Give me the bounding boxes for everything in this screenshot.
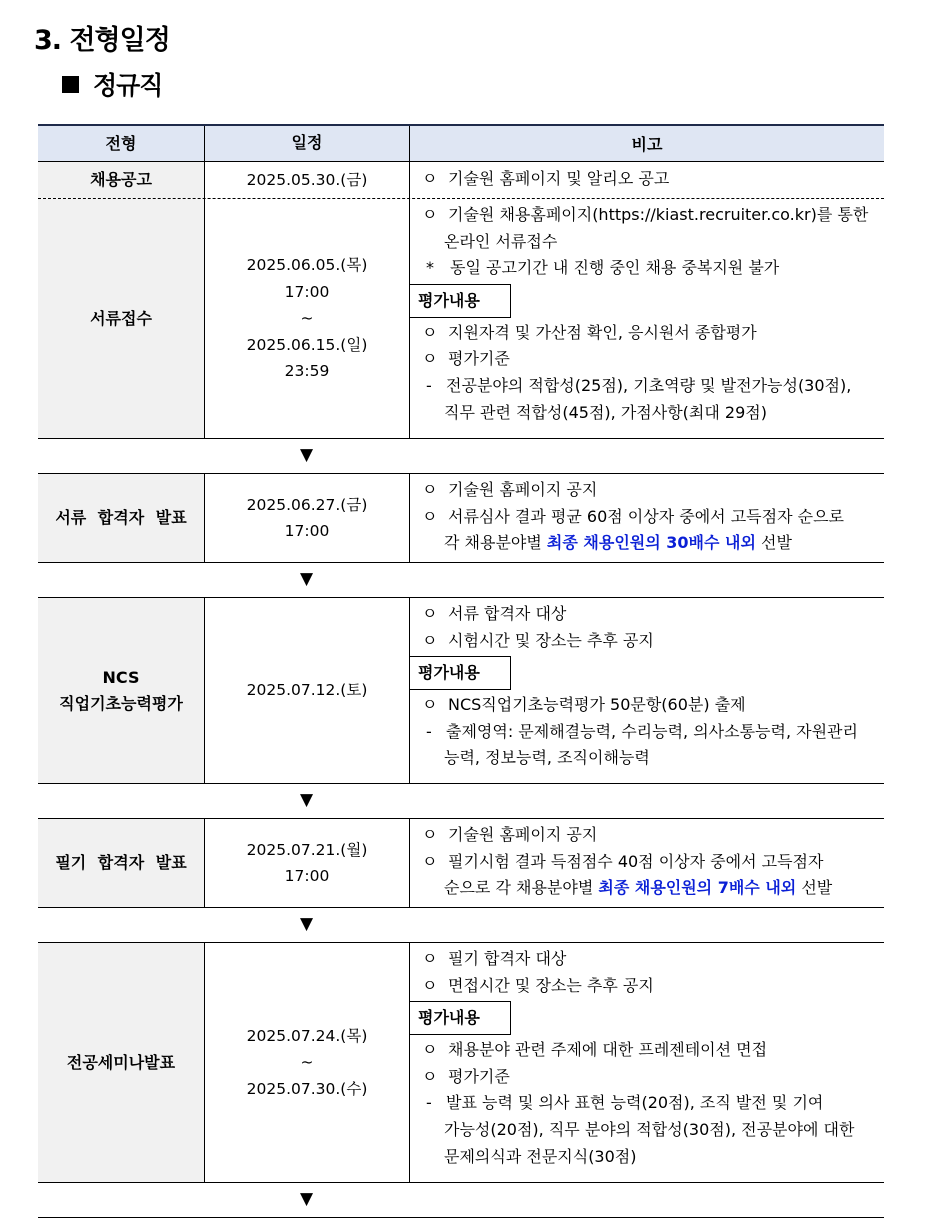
table-row	[38, 474, 884, 563]
section-heading: 3. 전형일정	[34, 25, 170, 56]
stage-cell: NCS 직업기초능력평가	[38, 598, 205, 783]
notes-cell: ㅇ 기술원 홈페이지 공지 ㅇ 필기시험 결과 득점점수 40점 이상자 중에서 고득점자 순으로 각 채용분야별 최종 채용인원의 7배수 내외 선발	[410, 819, 884, 907]
date-line: 2025.05.30.(금)	[246, 170, 368, 189]
table-row	[38, 943, 884, 1183]
table-row	[38, 598, 884, 784]
note-item: ㅇ 평가기준	[422, 1066, 510, 1086]
down-arrow-icon: ▼	[300, 914, 314, 934]
date-cell: 2025.07.21.(월) 17:00	[205, 819, 410, 907]
note-item: ㅇ 시험시간 및 장소는 추후 공지	[422, 630, 654, 650]
note-item: ㅇ 필기 합격자 대상	[422, 949, 567, 968]
eval-label-box: 평가내용	[410, 656, 511, 690]
highlight-text: 최종 채용인원의 30배수 내외	[546, 533, 756, 553]
down-arrow-icon: ▼	[300, 1189, 314, 1209]
notes-cell: ㅇ 서류 합격자 대상 ㅇ 시험시간 및 장소는 추후 공지 평가내용 ㅇ NCS직업기초능력평가 50문항(60분) 출제 - 출제영역: 문제해결능력, 수리능력, 의사소통능력, 자원관리 능력, 정보능력, 조직이해능력	[410, 598, 884, 783]
flow-arrow	[38, 784, 884, 819]
stage-cell: 서류접수	[38, 199, 205, 438]
col-header-date: 일정	[205, 126, 410, 161]
notes-cell: ㅇ 기술원 홈페이지 공지 ㅇ 서류심사 결과 평균 60점 이상자 중에서 고득점자 순으로 각 채용분야별 최종 채용인원의 30배수 내외 선발	[410, 474, 884, 562]
notes-cell	[410, 162, 884, 198]
notes-cell: ㅇ 필기 합격자 대상 ㅇ 면접시간 및 장소는 추후 공지 평가내용 ㅇ 채용분야 관련 주제에 대한 프레젠테이션 면접 ㅇ 평가기준 - 발표 능력 및 의사 표현 능력(20점), 조직 발전 및 기여 가능성(20점), 직무 분야의 적합성(30점), 전공분야에 대한 문제의식과 전문지식(30점)	[410, 943, 884, 1182]
subsection-title: 정규직	[93, 71, 163, 100]
note-item: ㅇ 지원자격 및 가산점 확인, 응시원서 종합평가	[422, 322, 757, 342]
notes-cell: ㅇ 기술원 채용홈페이지(https://kiast.recruiter.co.kr)를 통한 온라인 서류접수 * 동일 공고기간 내 진행 중인 채용 중복지원 불가 평가내용 ㅇ 지원자격 및 가산점 확인, 응시원서 종합평가 ㅇ 평가기준 - 전공분야의 적합성(25점), 기초역량 및 발전가능성(30점), 직무 관련 적합성(45점), 가점사항(최대 29점)	[410, 199, 884, 438]
stage-cell: 서류 합격자 발표	[38, 474, 205, 562]
date-cell: 2025.07.12.(토)	[205, 598, 410, 783]
eval-label-box: 평가내용	[410, 1001, 511, 1035]
flow-arrow	[38, 1183, 884, 1218]
square-bullet-icon	[62, 76, 79, 93]
note-item: - 전공분야의 적합성(25점), 기초역량 및 발전가능성(30점),	[426, 375, 852, 395]
note-item: ㅇ 평가기준	[422, 349, 510, 369]
note-item: ㅇ 필기시험 결과 득점점수 40점 이상자 중에서 고득점자	[422, 851, 824, 871]
stage-cell: 필기 합격자 발표	[38, 819, 205, 907]
note-item: ㅇ 서류심사 결과 평균 60점 이상자 중에서 고득점자 순으로	[422, 506, 844, 526]
date-cell: 2025.06.05.(목) 17:00 ~ 2025.06.15.(일) 23:59	[205, 199, 410, 438]
note-item: ㅇ 채용분야 관련 주제에 대한 프레젠테이션 면접	[422, 1040, 768, 1060]
flow-arrow	[38, 908, 884, 943]
stage-cell: 채용공고	[38, 162, 205, 198]
note-item: ㅇ 면접시간 및 장소는 추후 공지	[422, 975, 654, 995]
table-row	[38, 819, 884, 908]
note-item: ㅇ 기술원 채용홈페이지(https://kiast.recruiter.co.kr)를 통한	[422, 205, 869, 224]
flow-arrow	[38, 563, 884, 598]
highlight-text: 최종 채용인원의 7배수 내외	[598, 878, 797, 898]
col-header-notes: 비고	[631, 135, 663, 154]
note-item: ㅇ 서류 합격자 대상	[422, 604, 567, 623]
table-row	[38, 199, 884, 439]
table-header	[38, 124, 884, 162]
down-arrow-icon: ▼	[300, 569, 314, 589]
date-cell	[205, 162, 410, 198]
note-item: ㅇ NCS직업기초능력평가 50문항(60분) 출제	[422, 695, 746, 715]
col-header-stage: 전형	[38, 126, 205, 161]
subsection-heading	[62, 66, 162, 102]
stage-cell: 전공세미나발표	[38, 943, 205, 1182]
table-row	[38, 162, 884, 199]
down-arrow-icon: ▼	[300, 445, 314, 465]
note-item: ㅇ 기술원 홈페이지 및 알리오 공고	[422, 169, 670, 188]
note-item: - 발표 능력 및 의사 표현 능력(20점), 조직 발전 및 기여	[426, 1093, 824, 1113]
date-cell: 2025.07.24.(목) ~ 2025.07.30.(수)	[205, 943, 410, 1182]
eval-label-box: 평가내용	[410, 284, 511, 318]
note-item: - 출제영역: 문제해결능력, 수리능력, 의사소통능력, 자원관리	[426, 721, 858, 741]
down-arrow-icon: ▼	[300, 790, 314, 810]
note-item: ㅇ 기술원 홈페이지 공지	[422, 480, 598, 499]
schedule-table	[38, 124, 884, 1218]
date-cell: 2025.06.27.(금) 17:00	[205, 474, 410, 562]
note-item: * 동일 공고기간 내 진행 중인 채용 중복지원 불가	[426, 258, 780, 278]
flow-arrow	[38, 439, 884, 474]
note-item: ㅇ 기술원 홈페이지 공지	[422, 825, 598, 844]
